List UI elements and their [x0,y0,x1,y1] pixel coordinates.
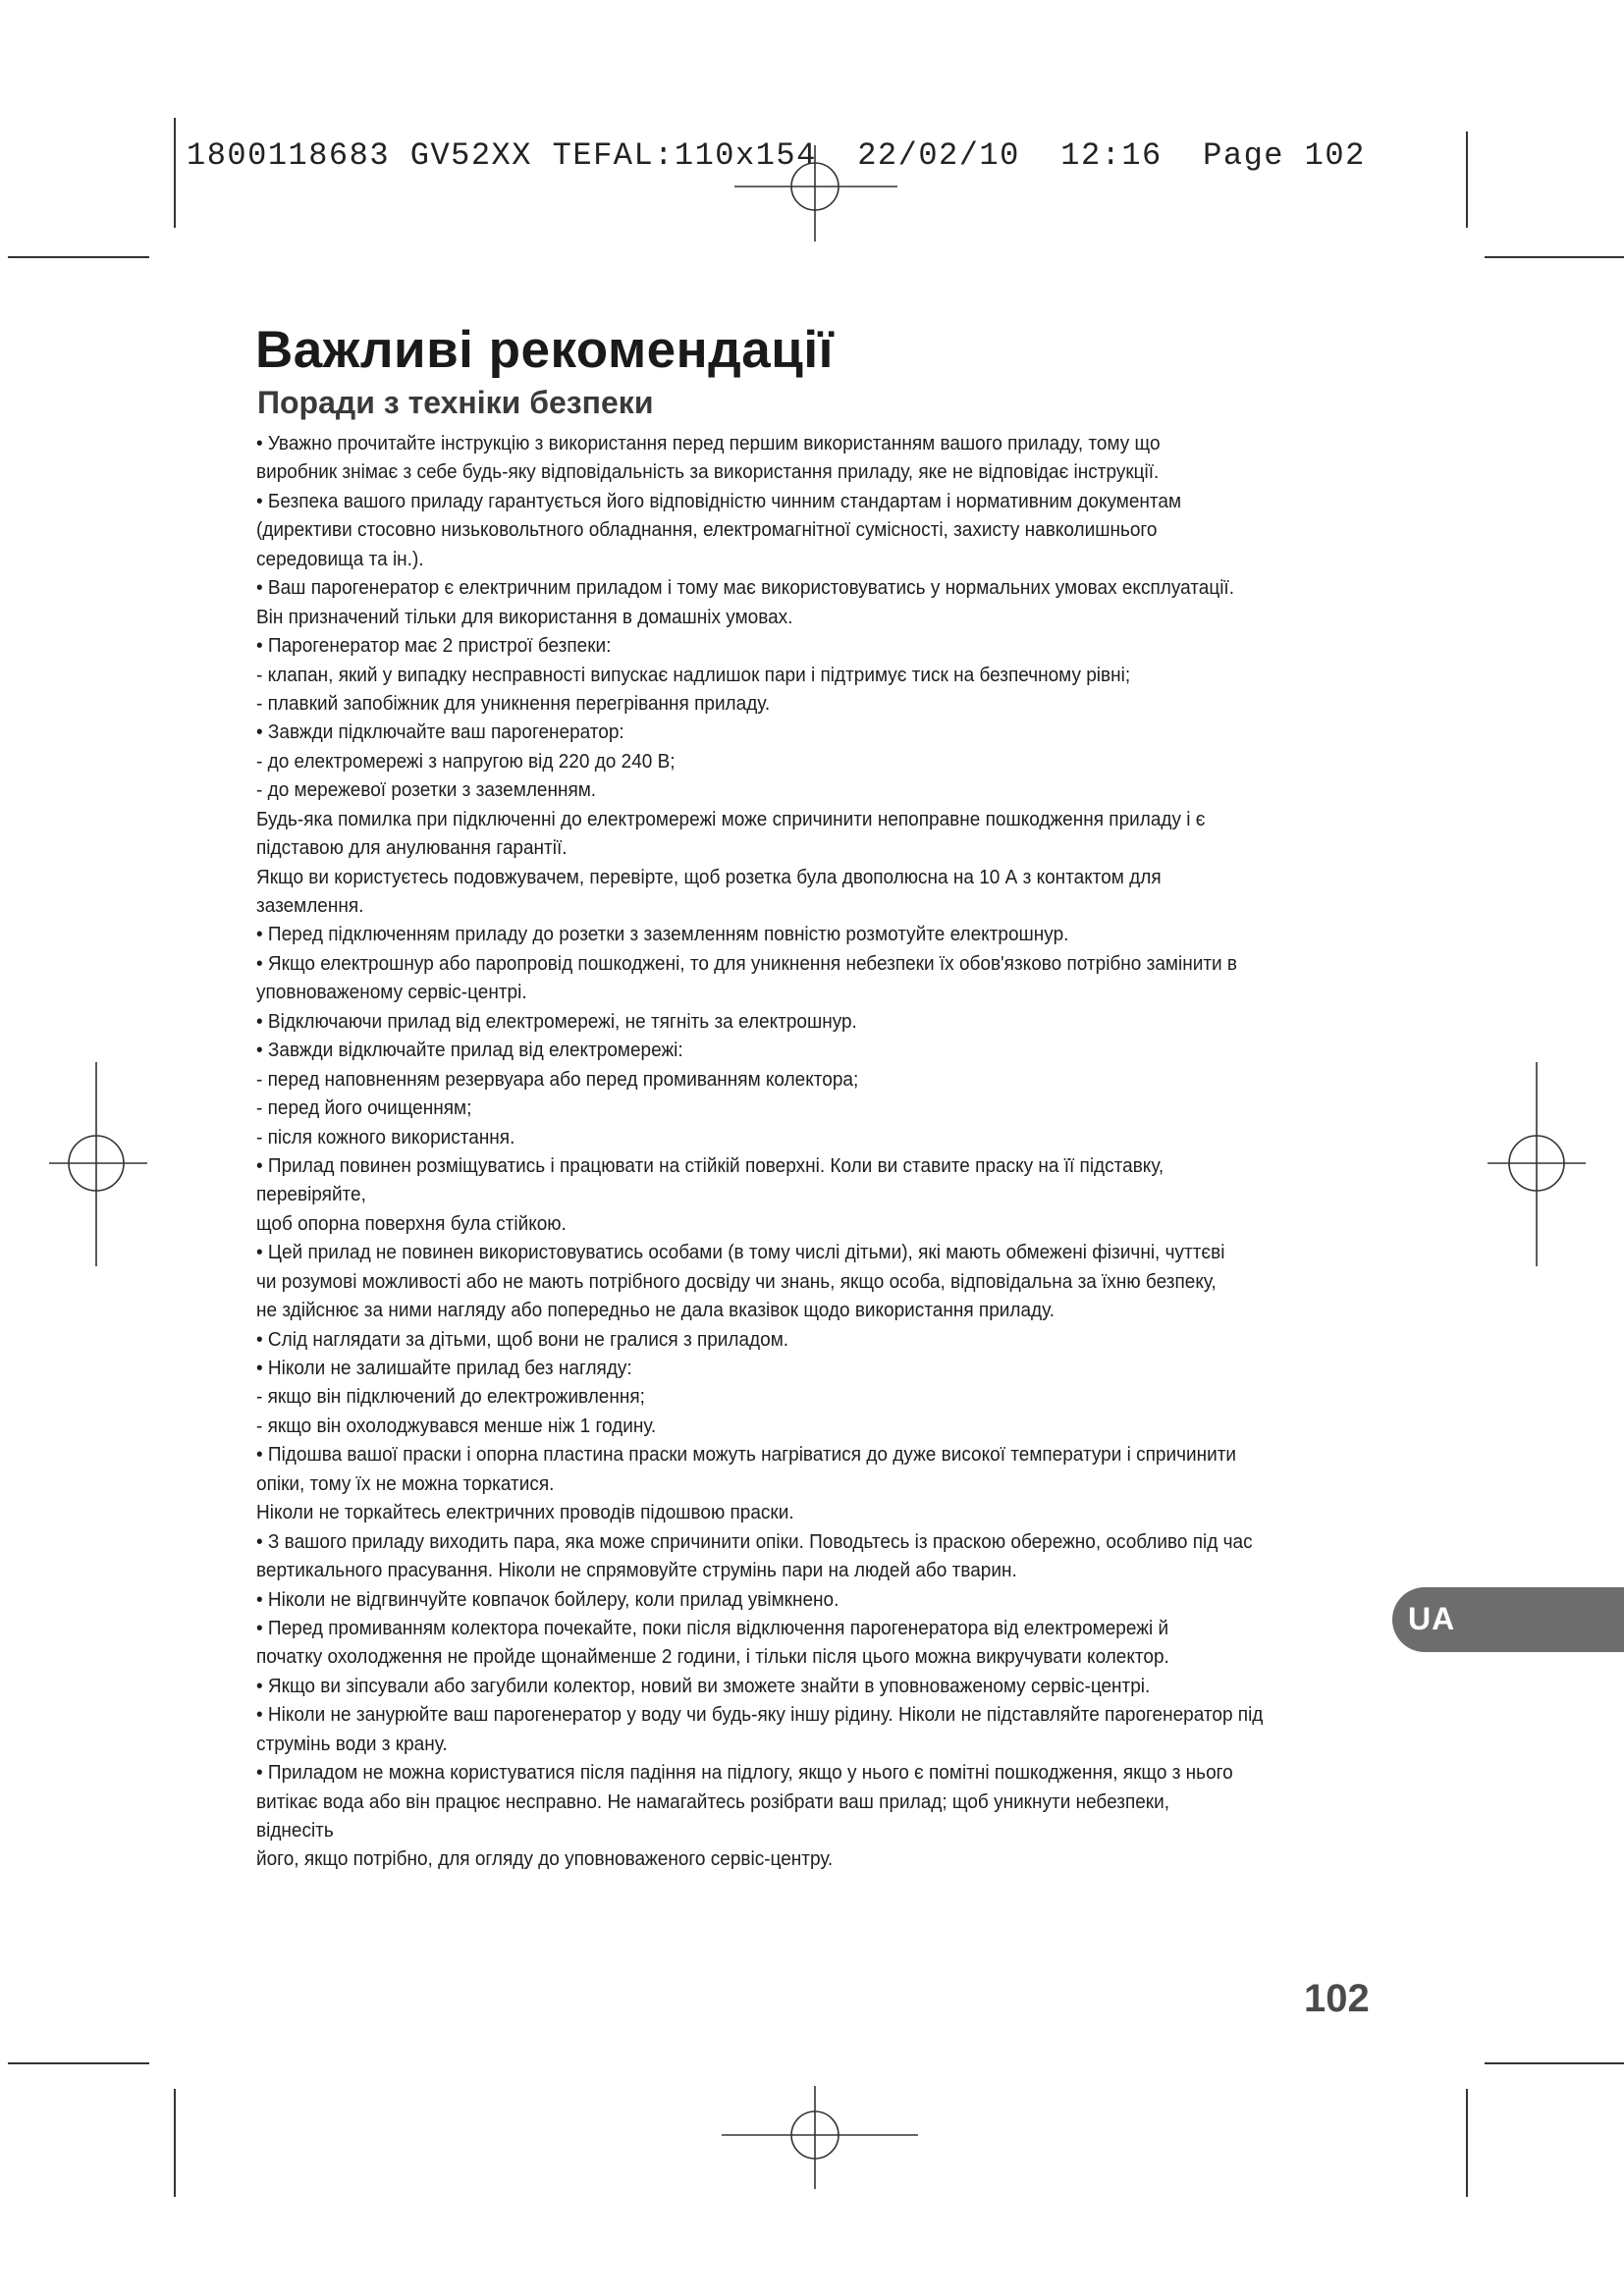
text-line: Ніколи не торкайтесь електричних проводів підошвою праски. [256,1502,794,1524]
text-line: - до електромережі з напругою від 220 до 240 В; [256,750,676,773]
text-line: чи розумові можливості або не мають потрібного досвіду чи знань, якщо особа, відповідальна за їхню безпеку, [256,1270,1217,1293]
text-line: • Відключаючи прилад від електромережі, не тягніть за електрошнур. [256,1010,857,1033]
text-line: • Якщо ви зіпсували або загубили колектор, новий ви зможете знайти в уповноваженому сервіс-центрі. [256,1675,1151,1697]
text-line: заземлення. [256,895,364,917]
text-line: його, якщо потрібно, для огляду до уповноваженого сервіс-центру. [256,1848,834,1871]
text-line: • Якщо електрошнур або паропровід пошкоджені, то для уникнення небезпеки їх обов'язково потрібно замінити в [256,952,1238,975]
page-title: Важливі рекомендації [255,321,834,379]
text-line: уповноваженому сервіс-центрі. [256,982,527,1004]
text-line: витікає вода або він працює несправно. Не намагайтесь розібрати ваш прилад; щоб уникнути небезпеки, [256,1790,1170,1813]
text-line: • Безпека вашого приладу гарантується його відповідністю чинним стандартам і нормативним документам [256,490,1182,512]
text-line: • Цей прилад не повинен використовуватись особами (в тому числі дітьми), які мають обмежені фізичні, чуттєві [256,1242,1225,1264]
text-line: - до мережевої розетки з заземленням. [256,779,597,802]
text-line: • Підошва вашої праски і опорна пластина праски можуть нагріватися до дуже високої температури і спричинити [256,1444,1237,1467]
safety-instructions-text [256,430,1376,1875]
text-line: • Прилад повинен розміщуватись і працювати на стійкій поверхні. Коли ви ставите праску на її підставку, [256,1154,1164,1177]
text-line: перевіряйте, [256,1184,366,1206]
text-line: • Ваш парогенератор є електричним приладом і тому має використовуватись у нормальних умовах експлуатації. [256,577,1235,600]
text-line: • Парогенератор має 2 пристрої безпеки: [256,635,612,658]
text-line: • Ніколи не занурюйте ваш парогенератор у воду чи будь-яку іншу рідину. Ніколи не підставляйте парогенератор під [256,1704,1264,1727]
text-line: • З вашого приладу виходить пара, яка може спричинити опіки. Поводьтесь із праскою обережно, особливо під час [256,1530,1253,1553]
registration-mark-left [49,1062,147,1266]
text-line: - якщо він охолоджувався менше ніж 1 годину. [256,1415,657,1437]
text-line: (директиви стосовно низьковольтного обладнання, електромагнітної сумісності, захисту навколишнього [256,519,1158,542]
registration-mark-right [1488,1062,1586,1266]
text-line: не здійснює за ними нагляду або попередньо не дала вказівок щодо використання приладу. [256,1300,1055,1322]
text-line: • Ніколи не відгвинчуйте ковпачок бойлеру, коли прилад увімкнено. [256,1588,839,1611]
language-tab [1392,1587,1624,1652]
text-line: підставою для анулювання гарантії. [256,837,568,860]
text-line: • Завжди підключайте ваш парогенератор: [256,721,624,744]
text-line: • Уважно прочитайте інструкцію з використання перед першим використанням вашого приладу, тому що [256,433,1161,454]
page-number: 102 [1304,1977,1370,2020]
text-line: • Приладом не можна користуватися після падіння на підлогу, якщо у нього є помітні пошкодження, якщо з нього [256,1762,1233,1785]
text-line: виробник знімає з себе будь-яку відповідальність за використання приладу, яке не відповідає інструкції. [256,461,1160,484]
text-line: віднесіть [256,1820,334,1842]
print-slug-header: 1800118683 GV52XX TEFAL:110x154 22/02/10 12:16 Page 102 [187,137,1366,174]
text-line: - після кожного використання. [256,1126,515,1148]
text-line: Якщо ви користуєтесь подовжувачем, перевірте, щоб розетка була двополюсна на 10 А з контактом для [256,866,1162,888]
text-line: Будь-яка помилка при підключенні до електромережі може спричинити непоправне пошкодження приладу і є [256,808,1206,830]
text-line: • Ніколи не залишайте прилад без нагляду: [256,1358,632,1379]
text-line: струмінь води з крану. [256,1733,448,1755]
language-tab-label: UA [1408,1601,1456,1636]
text-line: - перед його очищенням; [256,1097,472,1120]
text-line: • Слід наглядати за дітьми, щоб вони не гралися з приладом. [256,1328,789,1351]
text-line: - перед наповненням резервуара або перед промиванням колектора; [256,1068,859,1091]
registration-mark-top [734,145,897,241]
text-line: опіки, тому їх не можна торкатися. [256,1472,555,1495]
text-line: - плавкий запобіжник для уникнення перегрівання приладу. [256,692,771,715]
text-line: вертикального прасування. Ніколи не спрямовуйте струмінь пари на людей або тварин. [256,1560,1017,1582]
registration-mark-bottom [722,2086,918,2189]
text-line: Він призначений тільки для використання в домашніх умовах. [256,606,793,628]
text-line: щоб опорна поверхня була стійкою. [256,1212,567,1235]
text-line: • Завжди відключайте прилад від електромережі: [256,1040,683,1062]
text-line: • Перед підключенням приладу до розетки з заземленням повністю розмотуйте електрошнур. [256,924,1069,946]
text-line: середовища та ін.). [256,548,424,570]
text-line: - клапан, який у випадку несправності випускає надлишок пари і підтримує тиск на безпечному рівні; [256,664,1131,686]
text-line: початку охолодження не пройде щонайменше 2 години, і тільки після цього можна викручувати колектор. [256,1646,1169,1669]
text-line: • Перед промиванням колектора почекайте, поки після відключення парогенератора від електромережі й [256,1617,1169,1639]
section-subtitle: Поради з техніки безпеки [257,385,654,420]
text-line: - якщо він підключений до електроживлення; [256,1386,645,1409]
